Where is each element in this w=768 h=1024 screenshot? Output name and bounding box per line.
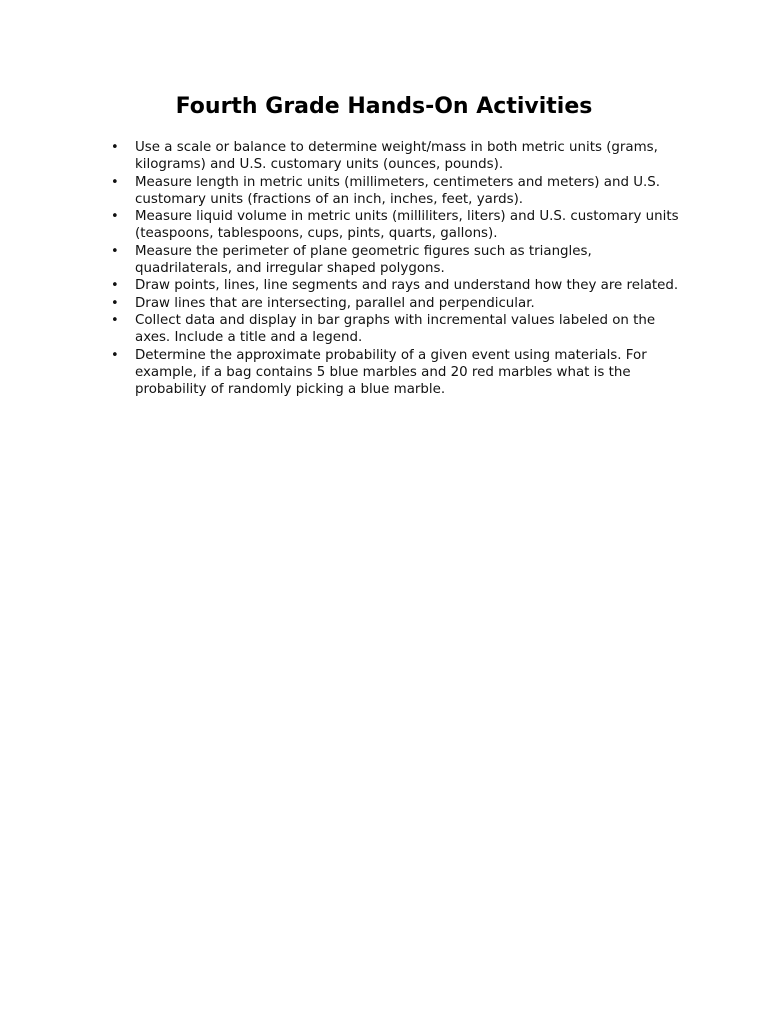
list-item-text: Measure the perimeter of plane geometric figures such as triangles, quadrilaterals, and irregular shaped polygons. (135, 243, 592, 277)
bullet-icon: • (111, 312, 119, 328)
list-item (111, 243, 681, 278)
list-item (111, 312, 681, 347)
list-item (111, 277, 681, 294)
bullet-icon: • (111, 295, 119, 311)
bullet-icon: • (111, 347, 119, 363)
bullet-icon: • (111, 209, 119, 225)
list-item (111, 174, 681, 209)
bullet-icon: • (111, 278, 119, 294)
bullet-icon: • (111, 140, 119, 155)
list-item (111, 208, 681, 243)
bullet-icon: • (111, 243, 119, 259)
list-item-text: Draw lines that are intersecting, parallel and perpendicular. (135, 295, 535, 311)
list-item (111, 295, 681, 312)
list-item (111, 139, 681, 174)
list-item-text: Determine the approximate probability of a given event using materials. For example, if a bag contains 5 blue marbles and 20 red marbles what is the probability of randomly picking a blue marble. (135, 347, 647, 398)
list-item-text: Draw points, lines, line segments and rays and understand how they are related. (135, 278, 679, 294)
page-title: Fourth Grade Hands-On Activities (175, 94, 593, 119)
list-item-text: Use a scale or balance to determine weight/mass in both metric units (grams, kilograms) and U.S. customary units (ounces, pounds). (135, 140, 658, 173)
activity-list (111, 139, 681, 398)
list-item (111, 347, 681, 399)
list-item-text: Measure length in metric units (millimeters, centimeters and meters) and U.S. customary units (fractions of an inch, inches, feet, yards). (135, 174, 661, 207)
list-item-text: Collect data and display in bar graphs with incremental values labeled on the axes. Include a title and a legend. (135, 312, 656, 346)
list-item-text: Measure liquid volume in metric units (milliliters, liters) and U.S. customary units (teaspoons, tablespoons, cups, pints, quarts, gallons). (135, 209, 679, 242)
bullet-icon: • (111, 174, 119, 190)
